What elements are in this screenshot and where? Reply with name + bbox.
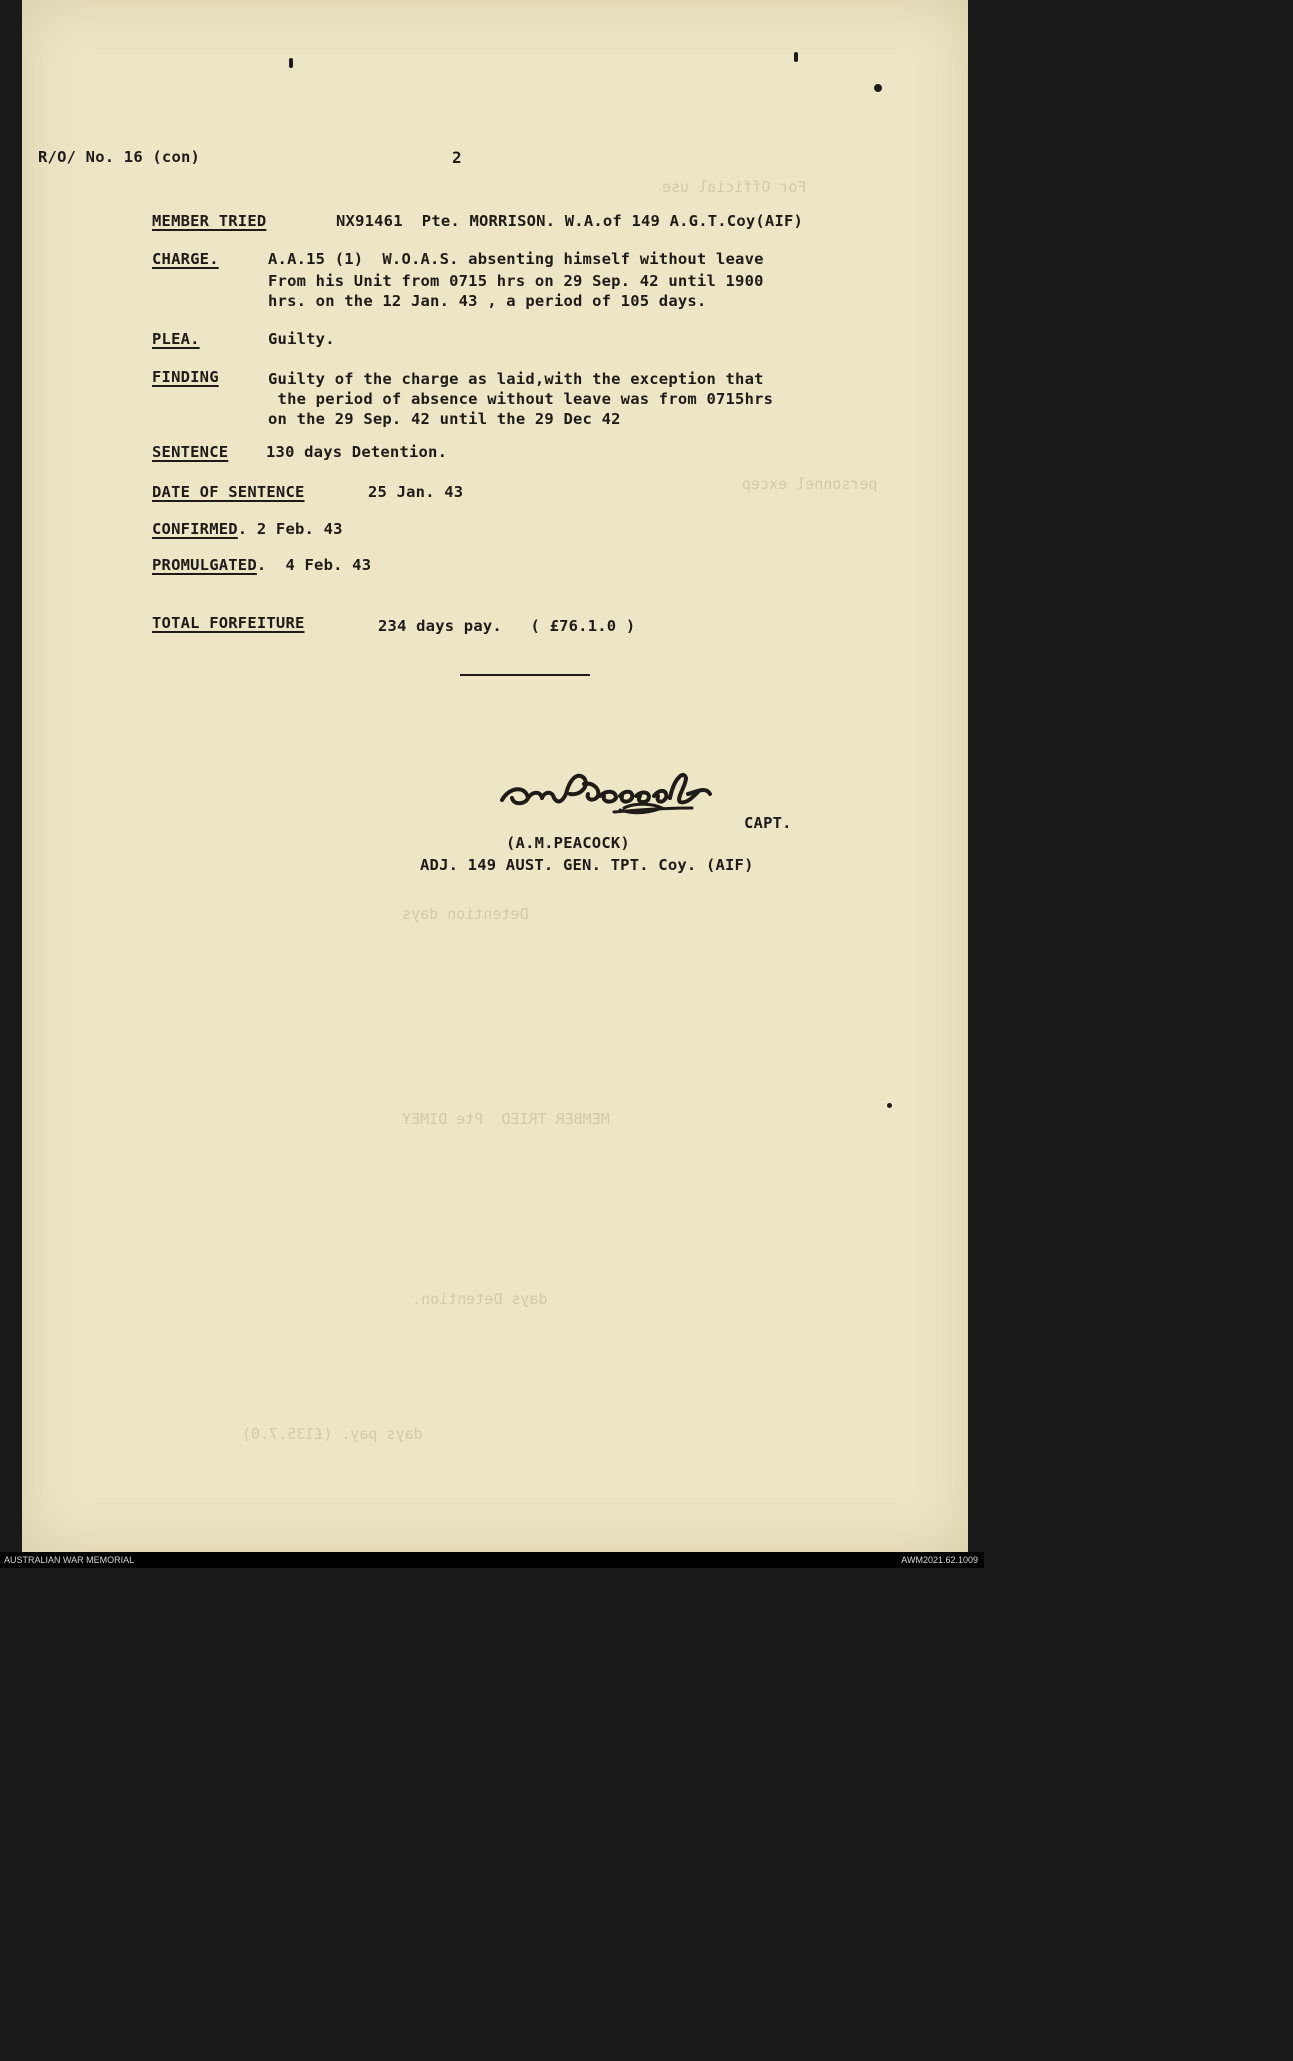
finding-line: on the 29 Sep. 42 until the 29 Dec 42 [268,410,621,428]
confirmed-label: CONFIRMED [152,520,238,538]
bleed-through-text: Detention days [402,905,529,923]
promulgated-value: . 4 Feb. 43 [256,556,372,574]
charge-line: A.A.15 (1) W.O.A.S. absenting himself without leave [268,250,764,268]
bleed-through-text: days Detention. [412,1290,548,1308]
ink-speck [887,1103,892,1108]
charge-line: hrs. on the 12 Jan. 43 , a period of 105 days. [268,292,707,310]
confirmed-row [152,520,343,538]
promulgated-row [152,556,371,574]
separator-rule [460,674,590,676]
sentence-value: 130 days Detention. [266,443,448,461]
bleed-through-text: personnel excep [742,475,878,493]
plea-label: PLEA. [152,330,200,348]
page-number: 2 [452,148,462,167]
date-of-sentence-value: 25 Jan. 43 [368,483,464,501]
finding-line: the period of absence without leave was from 0715hrs [268,390,774,408]
member-tried-value: NX91461 Pte. MORRISON. W.A.of 149 A.G.T.Coy(AIF) [336,212,804,230]
bleed-through-text: For Official use [662,178,807,196]
signatory-appointment: ADJ. 149 AUST. GEN. TPT. Coy. (AIF) [420,856,754,874]
bleed-through-text: days pay. (£135.7.0) [242,1425,423,1443]
finding-label: FINDING [152,368,219,386]
archive-footer [0,1552,984,1568]
handwritten-signature [496,764,766,828]
signatory-name: (A.M.PEACOCK) [506,834,630,852]
signatory-rank: CAPT. [744,814,792,832]
total-forfeiture-value: 234 days pay. ( £76.1.0 ) [378,617,636,635]
archive-name: AUSTRALIAN WAR MEMORIAL [4,1555,135,1565]
ink-speck [794,52,798,62]
sentence-label: SENTENCE [152,443,229,461]
member-tried-label: MEMBER TRIED [152,212,267,230]
document-page [22,0,968,1552]
finding-line: Guilty of the charge as laid,with the exception that [268,370,764,388]
reference-number: R/O/ No. 16 (con) [38,148,201,166]
ink-speck [289,58,293,68]
charge-label: CHARGE. [152,250,219,268]
confirmed-value: . 2 Feb. 43 [237,520,343,538]
plea-value: Guilty. [268,330,335,348]
bleed-through-text: MEMBER TRIED Pte DIMEY [402,1110,610,1128]
charge-line: From his Unit from 0715 hrs on 29 Sep. 42 until 1900 [268,272,764,290]
ink-speck [874,84,882,92]
date-of-sentence-label: DATE OF SENTENCE [152,483,305,501]
archive-reference: AWM2021.62.1009 [901,1555,978,1565]
promulgated-label: PROMULGATED [152,556,257,574]
total-forfeiture-label: TOTAL FORFEITURE [152,614,305,632]
